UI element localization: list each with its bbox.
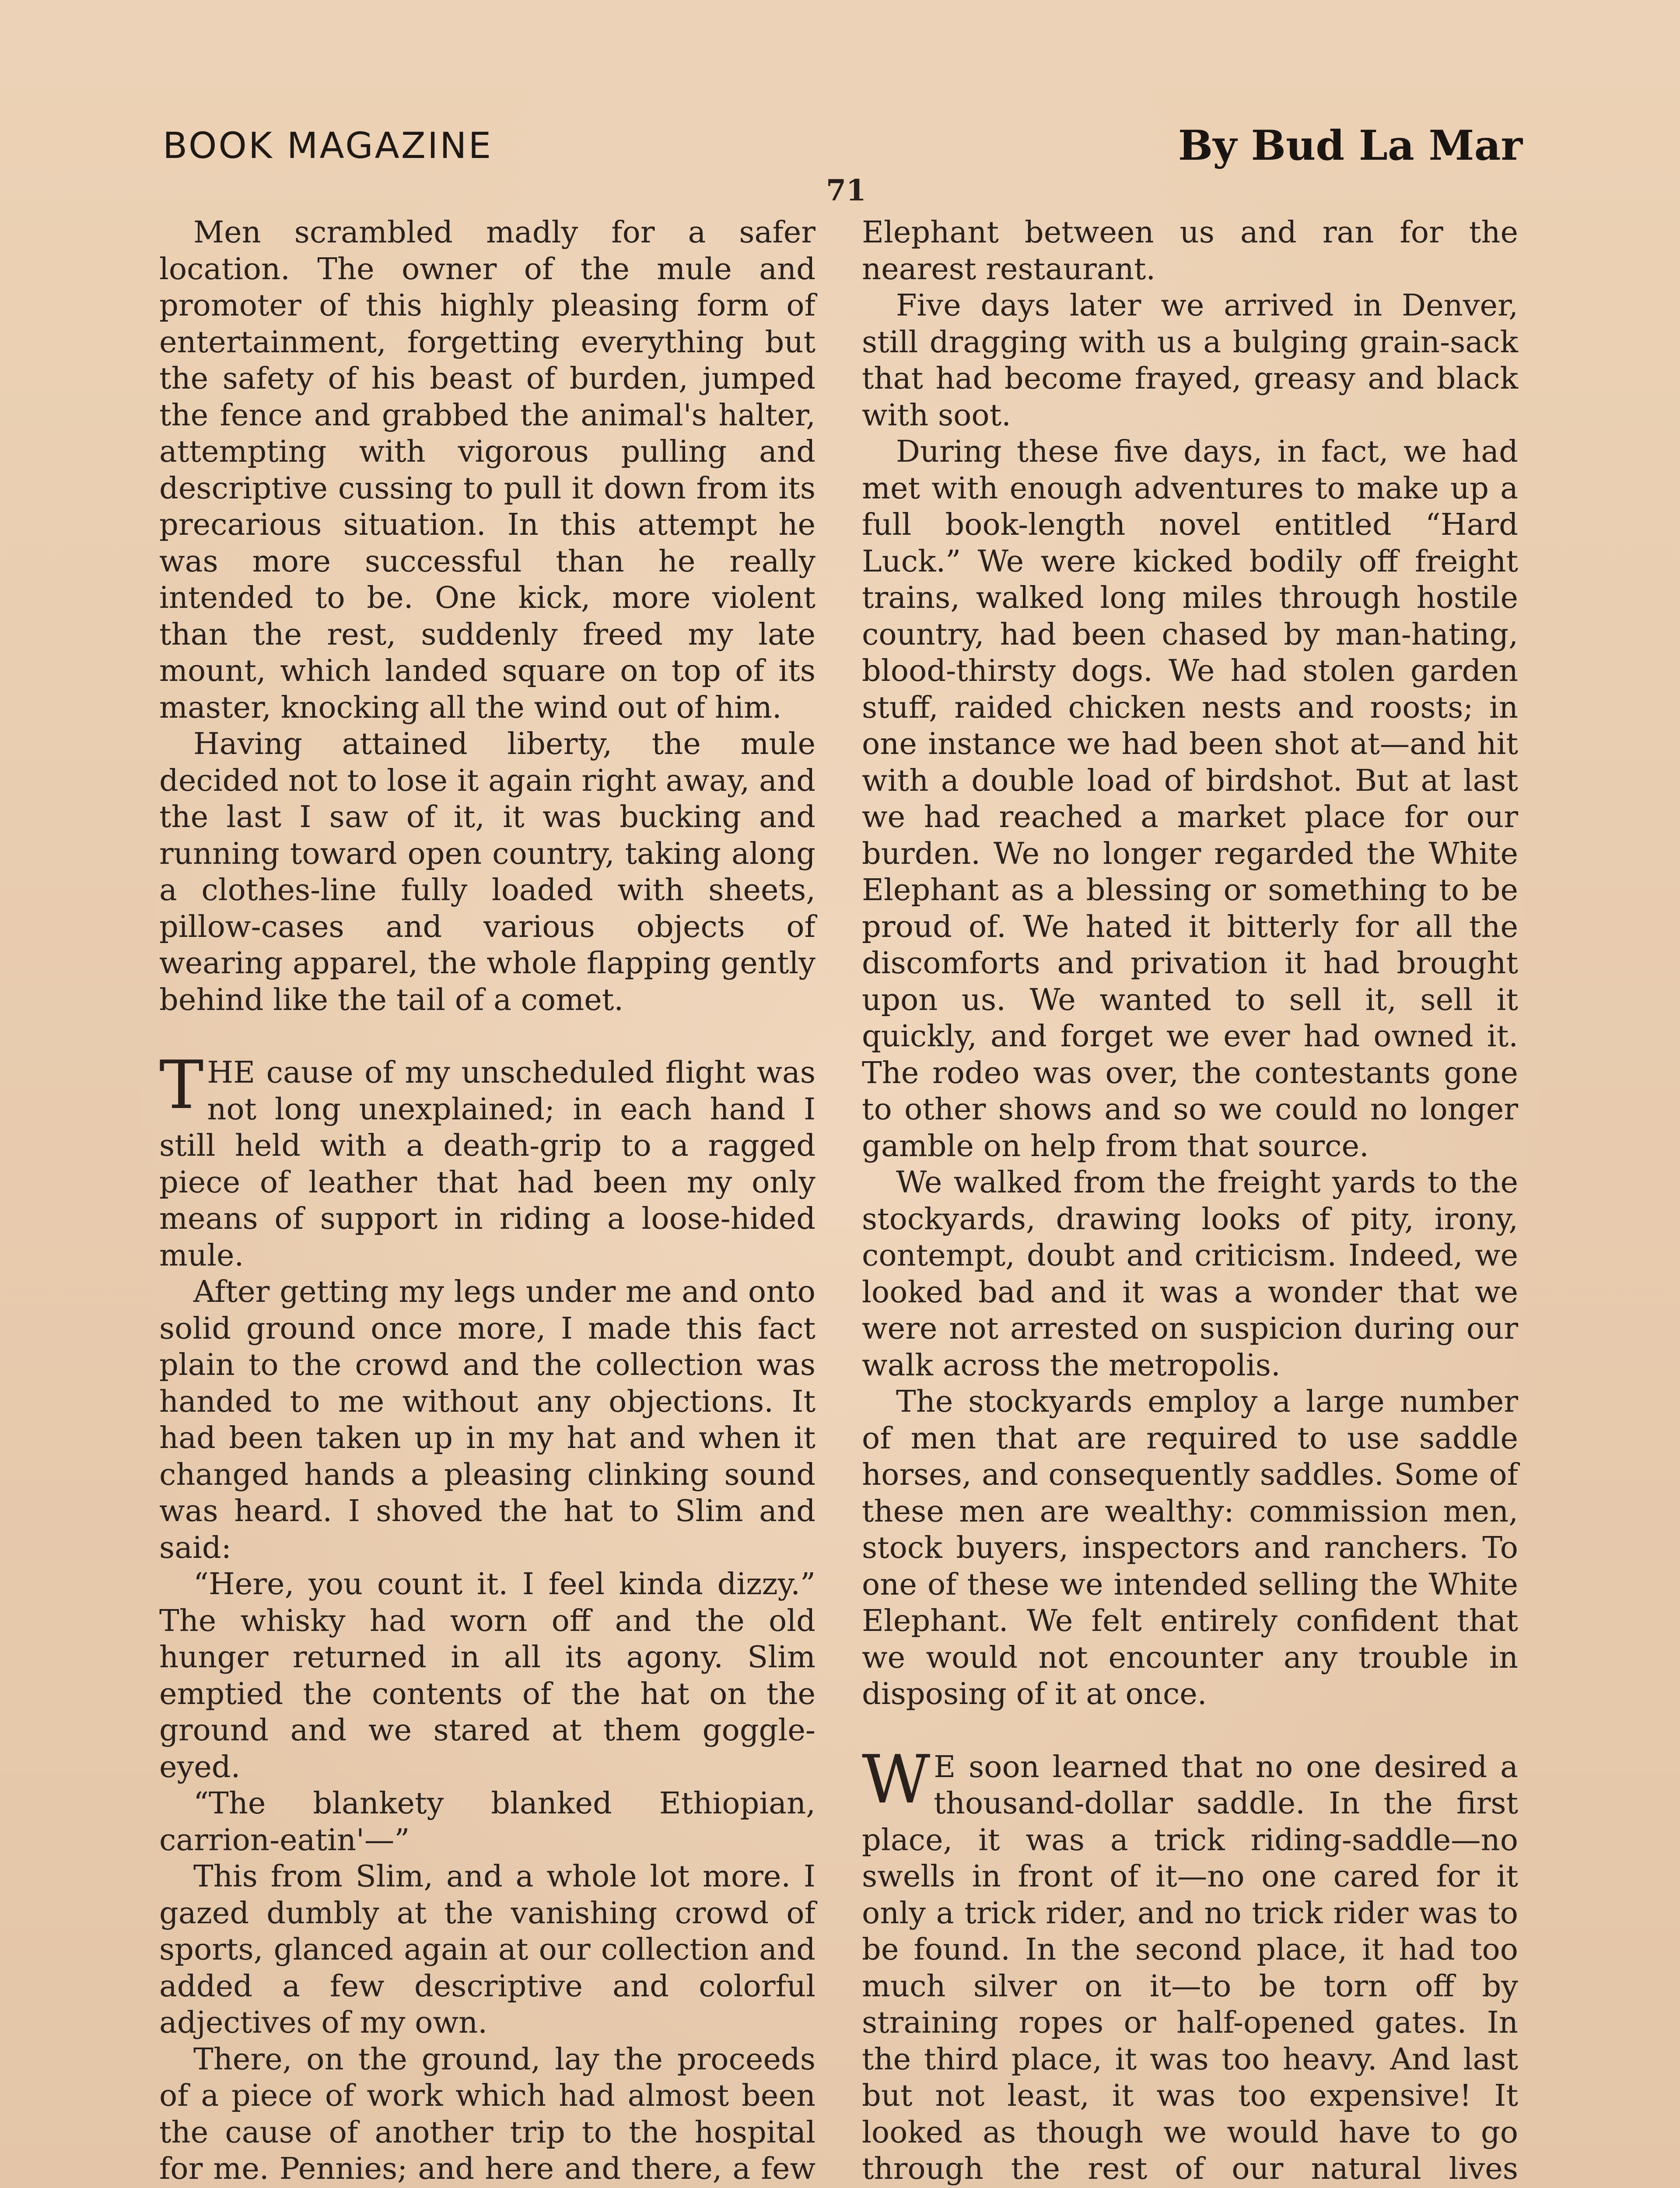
- paragraph: There, on the ground, lay the proceeds of a piece of work which had almost been the cause of another trip to the hospital for me. Pennies; and here and there, a few: [159, 2041, 816, 2186]
- paragraph: After getting my legs under me and onto solid ground once more, I made this fact plain to the crowd and the collection was handed to me without any objections. It had been taken up in my hat and when it changed hands a pleasing clinking sound was heard. I shoved the hat to Slim and said:: [159, 1274, 816, 1565]
- paragraph: “The blankety blanked Ethiopian, carrion-eatin'—”: [159, 1786, 816, 1858]
- drop-cap-letter: T: [159, 1046, 204, 1124]
- paragraph-drop-cap: [159, 1046, 816, 1274]
- paragraph: Men scrambled madly for a safer location. The owner of the mule and promoter of this highly pleasing form of entertainment, forgetting everything but the safety of his beast of burden, jumped the fence and grabbed the animal's halter, attempting with vigorous pulling and descriptive cussing to pull it down from its precarious situation. In this attempt he was more successful than he really intended to be. One kick, more violent than the rest, suddenly freed my late mount, which landed square on top of its master, knocking all the wind out of him.: [159, 215, 816, 725]
- paragraph: Having attained liberty, the mule decided not to lose it again right away, and the last I saw of it, it was bucking and running toward open country, taking along a clothes-line fully loaded with sheets, pillow-cases and various objects of wearing apparel, the whole flapping gently behind like the tail of a comet.: [159, 726, 816, 1017]
- section-break: [159, 1018, 816, 1055]
- author-byline: By Bud La Mar: [1178, 122, 1522, 170]
- paragraph: We walked from the freight yards to the stockyards, drawing looks of pity, irony, contempt, doubt and criticism. Indeed, we looked bad and it was a wonder that we were not arrested on suspicion during our walk across the metropolis.: [862, 1165, 1518, 1383]
- paragraph-drop-cap: [862, 1740, 1518, 2188]
- magazine-title: BOOK MAGAZINE: [163, 125, 493, 167]
- paragraph-text: HE cause of my unscheduled flight was not long unexplained; in each hand I still held with a death-grip to a ragged piece of leather that had been my only means of support in riding a loose-hided mule.: [159, 1055, 816, 1273]
- paragraph: Elephant between us and ran for the nearest restaurant.: [862, 215, 1518, 287]
- paragraph-text: E soon learned that no one desired a thousand-dollar saddle. In the first place, it was a trick riding-saddle—no swells in front of it—no one cared for it only a trick rider, and no trick rider was to be found. In the second place, it had too much silver on it—to be torn off by straining ropes or half-opened gates. In the third place, it was too heavy. And last but not least, it was too expensive! It looked as though we would have to go through the rest of our natural lives: [862, 1749, 1518, 2186]
- paragraph: This from Slim, and a whole lot more. I gazed dumbly at the vanishing crowd of sports, glanced again at our collection and added a few descriptive and colorful adjectives of my own.: [159, 1859, 816, 2040]
- drop-cap-letter: W: [862, 1740, 931, 1818]
- section-break: [862, 1713, 1518, 1749]
- page-number: 71: [826, 173, 866, 207]
- paragraph: “Here, you count it. I feel kinda dizzy.” The whisky had worn off and the old hunger returned in all its agony. Slim emptied the contents of the hat on the ground and we stared at them goggle-eyed.: [159, 1567, 816, 1785]
- left-column: [159, 214, 816, 2188]
- right-column: [862, 214, 1518, 2188]
- paragraph: The stockyards employ a large number of men that are required to use saddle horses, and consequently saddles. Some of these men are wealthy: commission men, stock buyers, inspectors and ranchers. To one of these we intended selling the White Elephant. We felt entirely confident that we would not encounter any trouble in disposing of it at once.: [862, 1384, 1518, 1711]
- paragraph: Five days later we arrived in Denver, still dragging with us a bulging grain-sack that had become frayed, greasy and black with soot.: [862, 288, 1518, 433]
- paragraph: During these five days, in fact, we had met with enough adventures to make up a full book-length novel entitled “Hard Luck.” We were kicked bodily off freight trains, walked long miles through hostile country, had been chased by man-hating, blood-thirsty dogs. We had stolen garden stuff, raided chicken nests and roosts; in one instance we had been shot at—and hit with a double load of birdshot. But at last we had reached a market place for our burden. We no longer regarded the White Elephant as a blessing or something to be proud of. We hated it bitterly for all the discomforts and privation it had brought upon us. We wanted to sell it, sell it quickly, and forget we ever had owned it. The rodeo was over, the contestants gone to other shows and so we could no longer gamble on help from that source.: [862, 434, 1518, 1164]
